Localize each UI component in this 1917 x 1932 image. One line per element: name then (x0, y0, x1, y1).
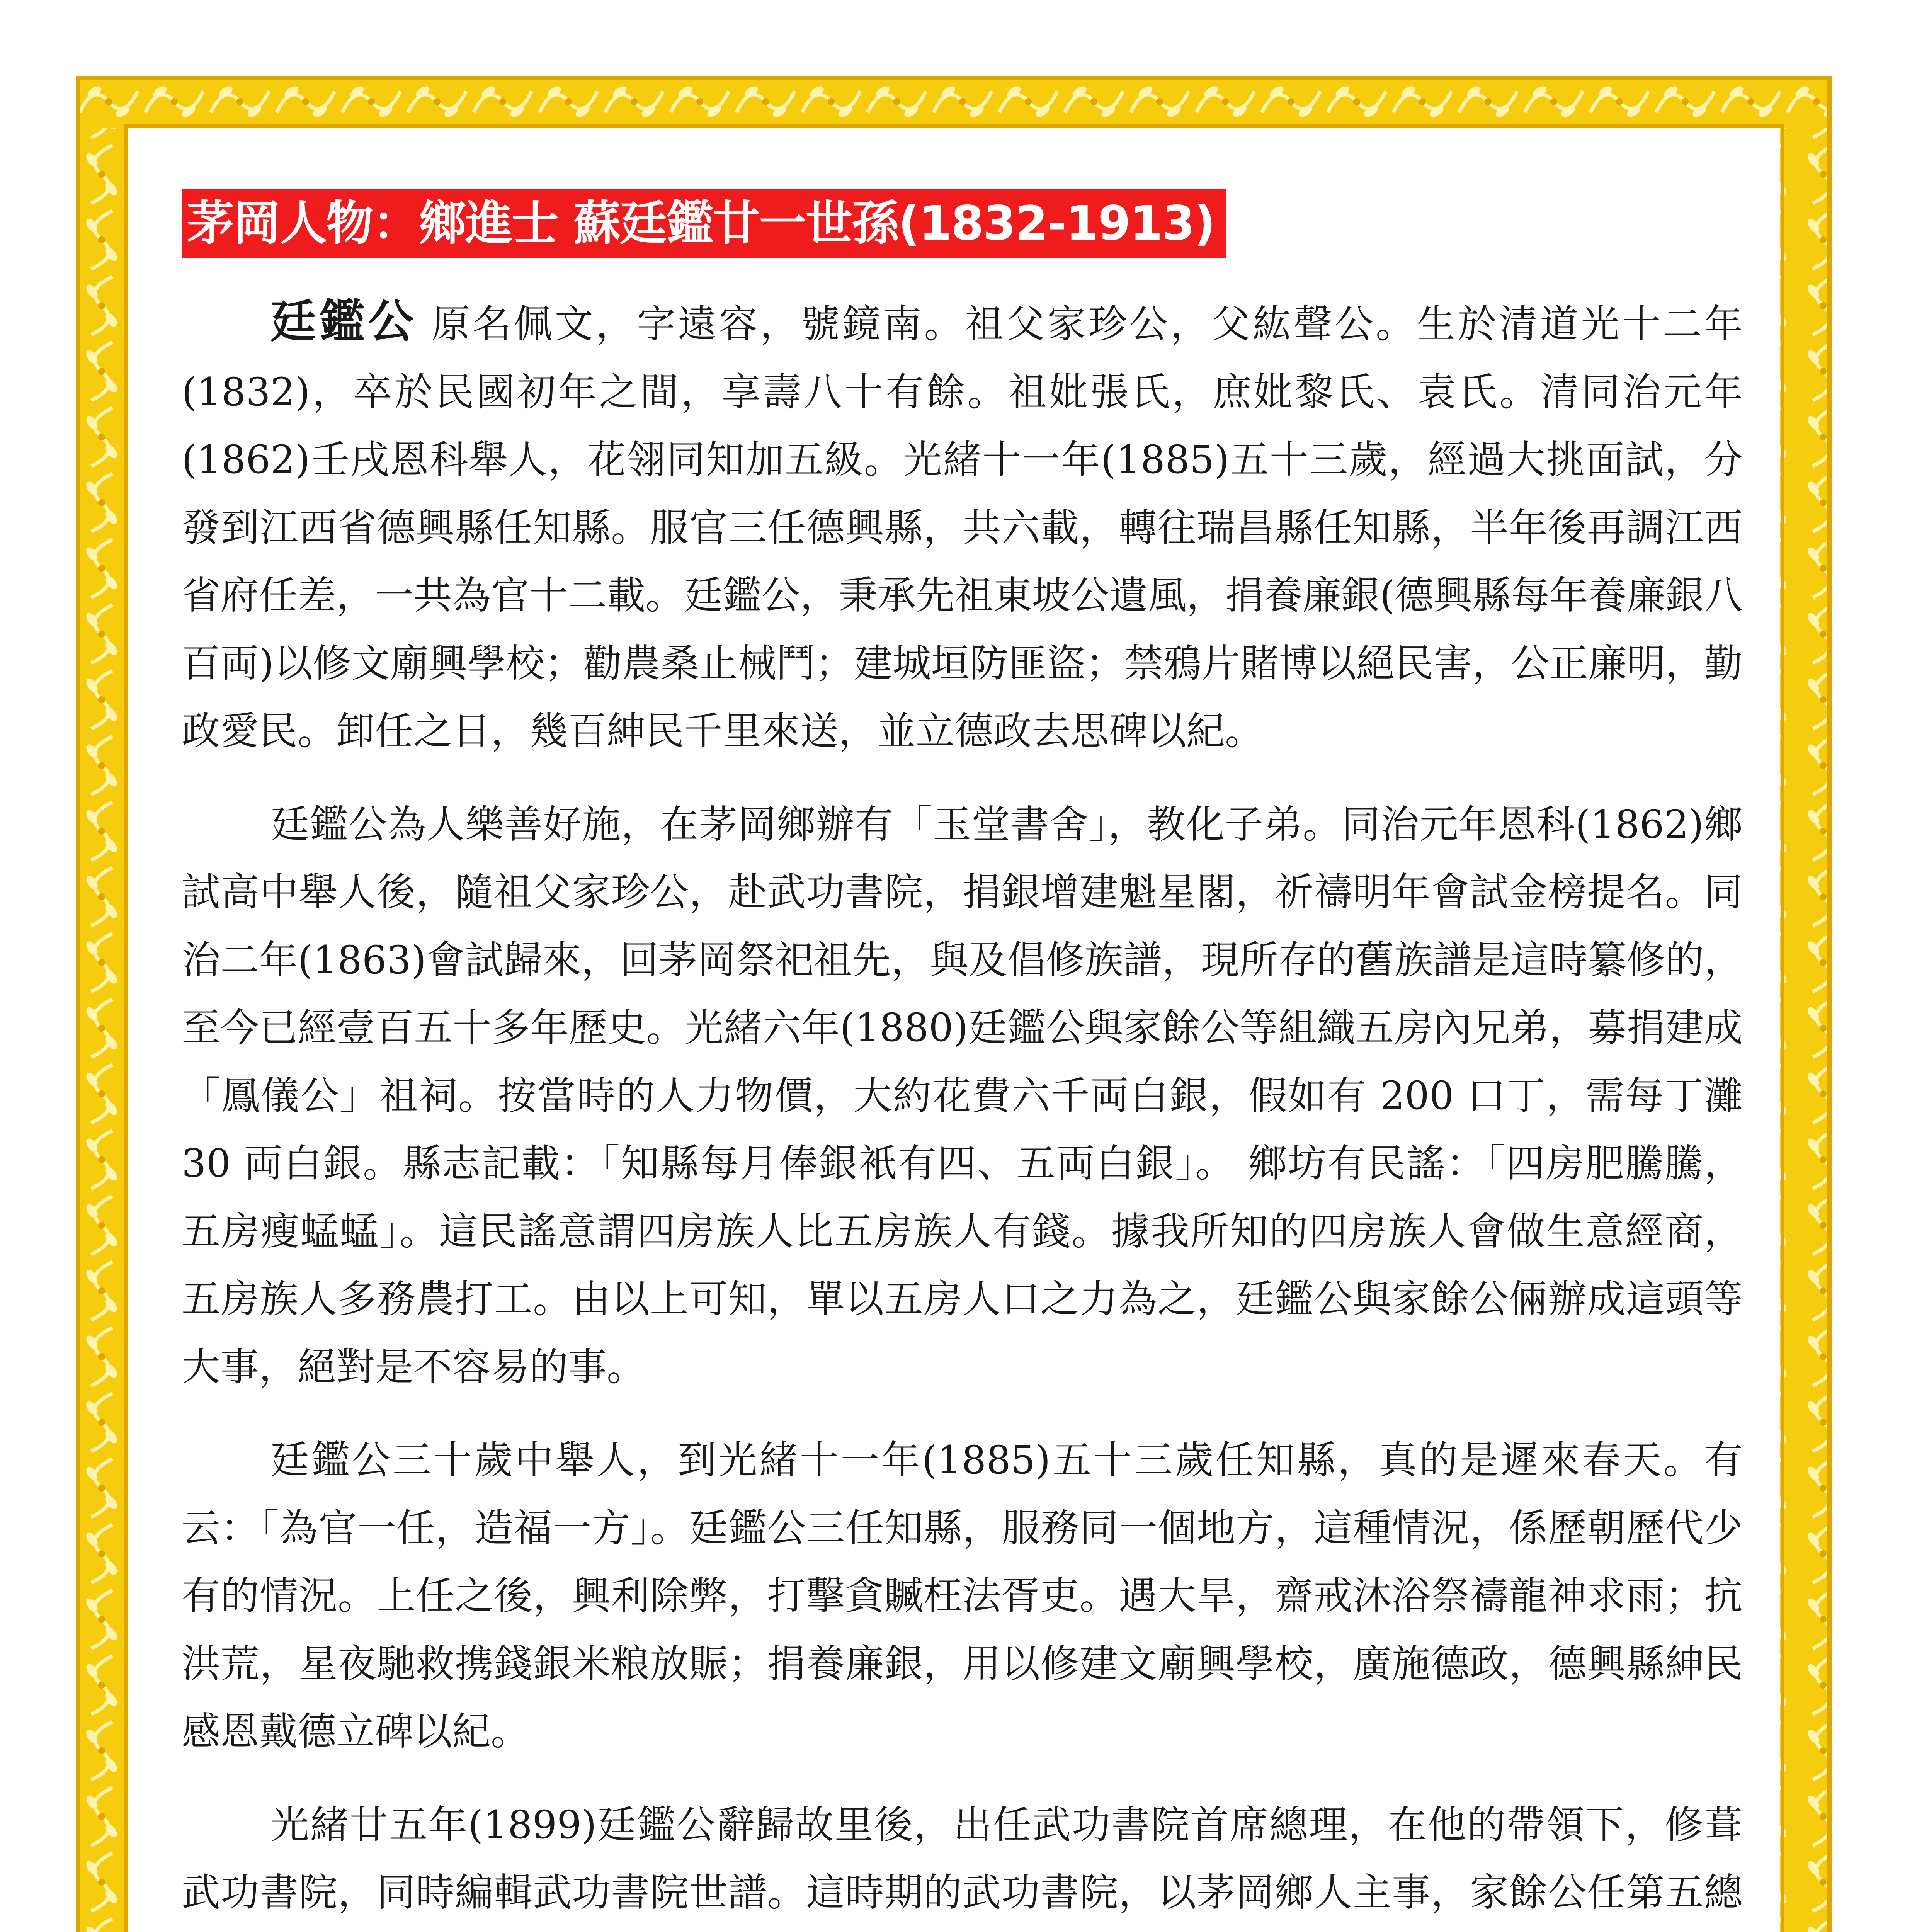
article-body (182, 288, 1743, 1932)
paragraph-3: 廷鑑公三十歲中舉人，到光緒十一年(1885)五十三歲任知縣，真的是遲來春天。有云：「為官一任，造福一方」。廷鑑公三任知縣，服務同一個地方，這種情況，係歷朝歷代少有的情況。上任之後，興利除弊，打擊貪贓枉法胥吏。遇大旱，齋戒沐浴祭禱龍神求雨；抗洪荒，星夜馳救携錢銀米粮放賑；捐養廉銀，用以修建文廟興學校，廣施德政，德興縣紳民感恩戴德立碑以紀。 (182, 1437, 1743, 1754)
paragraph-1 (182, 288, 1743, 765)
page-title: 茅岡人物：鄉進士 蘇廷鑑廿一世孫(1832-1913) (182, 189, 1226, 258)
paragraph-4: 光緒廿五年(1899)廷鑑公辭歸故里後，出任武功書院首席總理，在他的帶領下，修葺武功書院，同時編輯武功書院世譜。這時期的武功書院，以茅岡鄉人主事，家餘公任第五總 (182, 1802, 1743, 1915)
paragraph-1-text: 原名佩文，字遠容，號鏡南。祖父家珍公，父紘聲公。生於清道光十二年(1832)，卒於民國初年之間，享壽八十有餘。祖妣張氏，庶妣黎氏、袁氏。清同治元年(1862)壬戌恩科舉人，花翎同知加五級。光緒十一年(1885)五十三歲，經過大挑面試，分發到江西省德興縣任知縣。服官三任德興縣，共六載，轉往瑞昌縣任知縣，半年後再調江西省府任差，一共為官十二載。廷鑑公，秉承先祖東坡公遺風，捐養廉銀(德興縣每年養廉銀八百両)以修文廟興學校；勸農桑止械鬥；建城垣防匪盜；禁鴉片賭博以絕民害，公正廉明，勤政愛民。卸任之日，幾百紳民千里來送，並立德政去思碑以紀。 (182, 301, 1743, 753)
paragraph-2: 廷鑑公為人樂善好施，在茅岡鄉辦有「玉堂書舍」，教化子弟。同治元年恩科(1862)鄉試高中舉人後，隨祖父家珍公，赴武功書院，捐銀增建魁星閣，祈禱明年會試金榜提名。同治二年(1863)會試歸來，回茅岡祭祀祖先，與及倡修族譜，現所存的舊族譜是這時纂修的，至今已經壹百五十多年歷史。光緒六年(1880)廷鑑公與家餘公等組織五房內兄弟，募捐建成「鳳儀公」祖祠。按當時的人力物價，大約花費六千両白銀，假如有 200 口丁，需每丁灘 30 両白銀。縣志記載：「知縣每月俸銀衹有四、五両白銀」。 鄉坊有民謠：「四房肥騰騰，五房瘦蜢蜢」。這民謠意謂四房族人比五房族人有錢。據我所知的四房族人會做生意經商，五房族人多務農打工。由以上可知，單以五房人口之力為之，廷鑑公與家餘公倆辦成這頭等大事，絕對是不容易的事。 (182, 801, 1743, 1389)
lead-name: 廷鑑公 (270, 295, 417, 348)
